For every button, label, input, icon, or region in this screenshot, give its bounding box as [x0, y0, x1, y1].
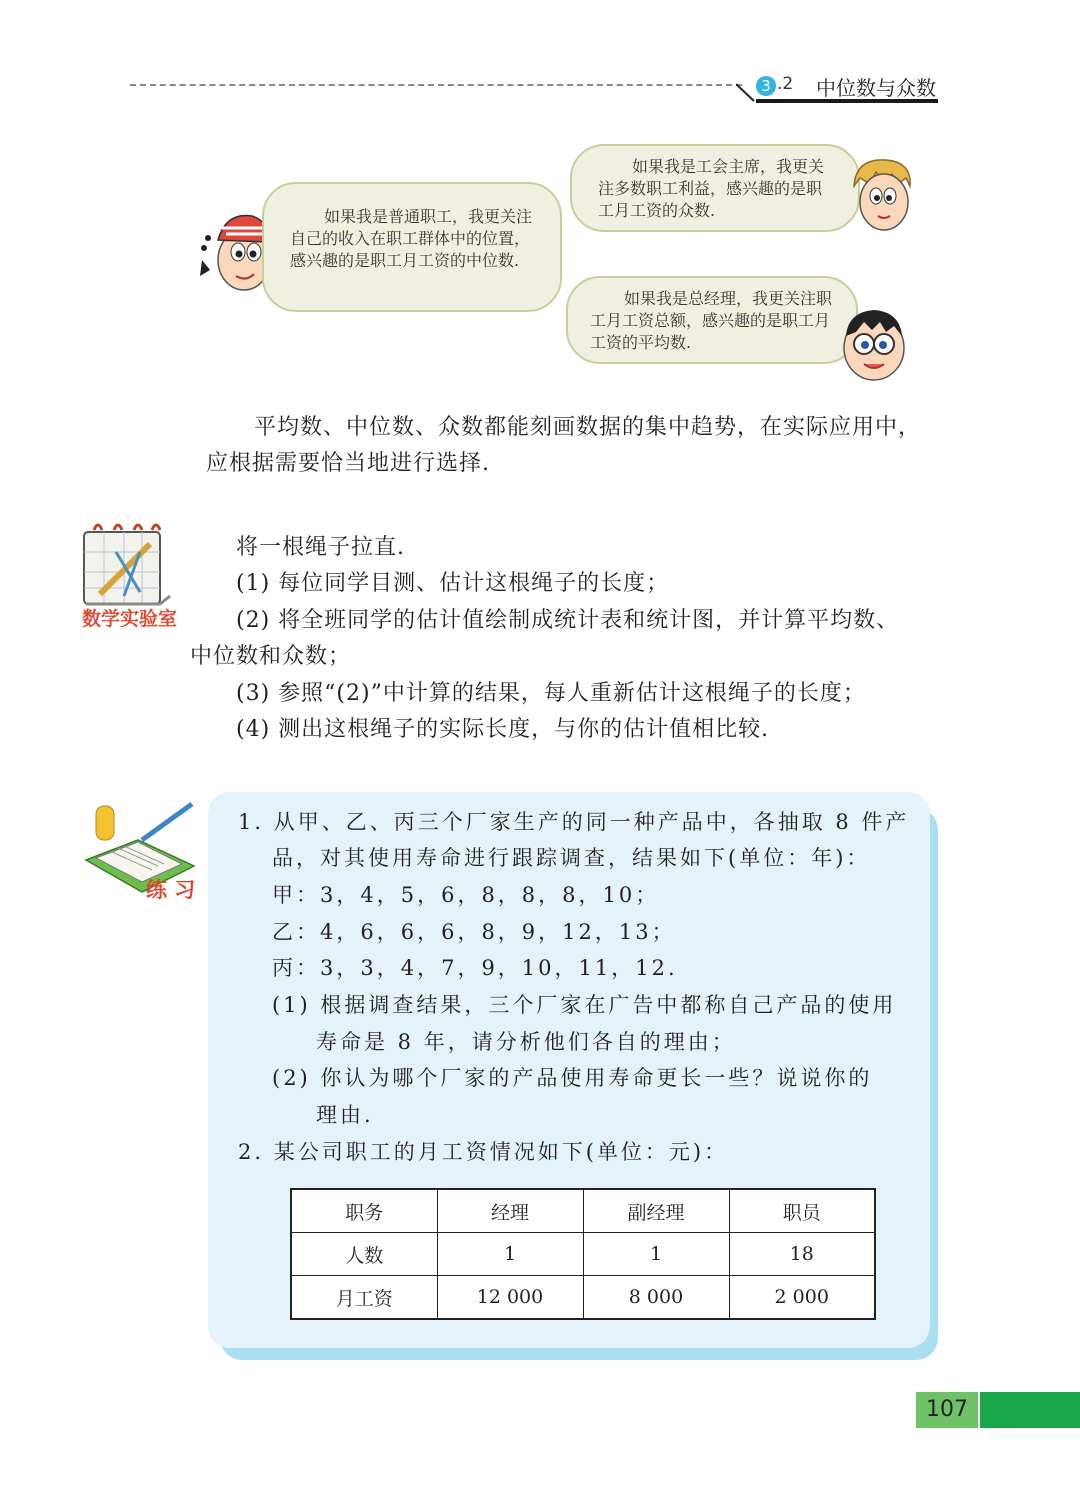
table-cell: 1 — [583, 1233, 729, 1276]
question-1-sub-2b: 理由. — [316, 1103, 374, 1127]
table-header-cell: 职务 — [291, 1189, 437, 1233]
question-1-line-2: 品，对其使用寿命进行跟踪调查，结果如下(单位：年)： — [272, 846, 871, 870]
table-row — [291, 1233, 875, 1276]
lab-step-2b: 中位数和众数； — [190, 644, 352, 669]
exercise-label: 练 习 — [146, 878, 196, 902]
lab-step-2a: (2) 将全班同学的估计值绘制成统计表和统计图，并计算平均数、 — [236, 608, 900, 633]
question-2: 2. 某公司职工的月工资情况如下(单位：元)： — [238, 1140, 729, 1164]
table-cell: 人数 — [291, 1233, 437, 1276]
lab-step-3: (3) 参照“(2)”中计算的结果，每人重新估计这根绳子的长度； — [236, 681, 866, 706]
table-cell: 1 — [437, 1233, 583, 1276]
header-rule-bend — [736, 82, 758, 104]
worker-speech-bubble: 如果我是普通职工，我更关注自己的收入在职工群体中的位置，感兴趣的是职工月工资的中位数. — [262, 182, 562, 312]
table-header-row — [291, 1189, 875, 1233]
page-number: 107 — [916, 1392, 978, 1428]
question-1-sub-1b: 寿命是 8 年，请分析他们各自的理由； — [316, 1030, 736, 1054]
question-1-sub-1a: (1) 根据调查结果，三个厂家在广告中都称自己产品的使用 — [272, 993, 897, 1017]
table-header-cell: 职员 — [729, 1189, 875, 1233]
table-cell: 月工资 — [291, 1276, 437, 1320]
lab-step-4: (4) 测出这根绳子的实际长度，与你的估计值相比较. — [236, 717, 770, 742]
question-1-sub-2a: (2) 你认为哪个厂家的产品使用寿命更长一些？说说你的 — [272, 1066, 873, 1090]
data-yi: 乙：4，6，6，6，8，9，12，13； — [272, 920, 676, 944]
math-lab-label: 数学实验室 — [82, 608, 178, 630]
data-jia: 甲：3，4，5，6，8，8，8，10； — [272, 883, 660, 907]
data-bing: 丙：3，3，4，7，9，10，11，12. — [272, 956, 678, 980]
union-chair-speech-bubble: 如果我是工会主席，我更关注多数职工利益，感兴趣的是职工月工资的众数. — [570, 144, 860, 232]
header-dashed-rule — [130, 84, 742, 86]
section-number-suffix: .2 — [777, 74, 794, 94]
manager-character-icon — [834, 302, 914, 384]
table-cell: 18 — [729, 1233, 875, 1276]
page-number-bar — [980, 1392, 1080, 1428]
summary-line-2: 应根据需要恰当地进行选择. — [206, 451, 490, 476]
question-1-line-1: 1. 从甲、乙、丙三个厂家生产的同一种产品中，各抽取 8 件产 — [238, 810, 910, 834]
table-header-cell: 副经理 — [583, 1189, 729, 1233]
table-header-cell: 经理 — [437, 1189, 583, 1233]
manager-speech-bubble: 如果我是总经理，我更关注职工月工资总额，感兴趣的是职工月工资的平均数. — [566, 276, 858, 364]
wage-table — [290, 1188, 876, 1320]
table-cell: 2 000 — [729, 1276, 875, 1320]
lab-intro: 将一根绳子拉直. — [236, 535, 405, 560]
lab-step-1: (1) 每位同学目测、估计这根绳子的长度； — [236, 571, 670, 596]
table-row — [291, 1276, 875, 1320]
table-cell: 8 000 — [583, 1276, 729, 1320]
section-number-badge: 3 — [756, 76, 776, 96]
union-chair-character-icon — [846, 156, 916, 236]
section-title: 中位数与众数 — [816, 76, 936, 100]
summary-line-1: 平均数、中位数、众数都能刻画数据的集中趋势，在实际应用中， — [254, 415, 922, 440]
table-cell: 12 000 — [437, 1276, 583, 1320]
